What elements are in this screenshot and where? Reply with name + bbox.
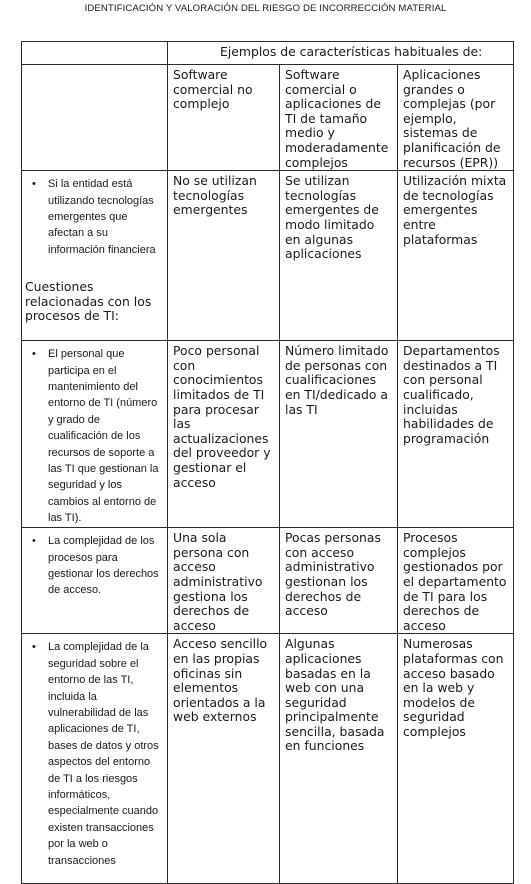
row-label-cell: [22, 341, 168, 528]
row-label-security-complexity: La complejidad de la seguridad sobre el entorno de las TI, incluida la vulnerabilidad de las aplicaciones de TI, bases de datos y otros aspectos del entorno de TI a los riesgos informáticos, especialmente cuando existen transacciones por la web o transacciones: [48, 641, 159, 867]
table-cell: [168, 341, 280, 528]
row-label-emerging-tech: Si la entidad está utilizando tecnologías emergentes que afectan a su información financiera: [48, 178, 156, 256]
row-label-access-rights: La complejidad de los procesos para gestionar los derechos de acceso.: [48, 535, 159, 597]
table-row: [22, 528, 514, 634]
section-label-it-processes: Cuestiones relacionadas con los procesos de TI:: [25, 279, 152, 324]
cell-text: Número limitado de personas con cualificaciones en TI/dedicado a las TI: [285, 343, 389, 417]
header-main-cell: [168, 42, 514, 65]
bullet-icon: •: [32, 178, 36, 191]
column-header-medium-software: Software comercial o aplicaciones de TI de tamaño medio y moderadamente complejos: [285, 67, 389, 170]
column-header-cell: [398, 65, 514, 171]
cell-text: Acceso sencillo en las propias oficinas sin elementos orientados a la web externos: [173, 636, 268, 725]
cell-text: Departamentos destinados a TI con personal cualificado, incluidas habilidades de programación: [403, 343, 500, 446]
page-title: IDENTIFICACIÓN Y VALORACIÓN DEL RIESGO DE INCORRECCIÓN MATERIAL: [84, 3, 447, 14]
table-cell: [280, 341, 398, 528]
cell-text: Numerosas plataformas con acceso basado en la web y modelos de seguridad complejos: [403, 636, 504, 739]
table-cell: [168, 171, 280, 341]
row-label-cell: [22, 171, 168, 341]
bullet-icon: •: [32, 348, 36, 361]
header-main-label: Ejemplos de características habituales de:: [220, 44, 483, 59]
bullet-icon: •: [32, 535, 36, 548]
cell-text: Algunas aplicaciones basadas en la web con una seguridad principalmente sencilla, basada en funciones: [285, 636, 385, 754]
table-row: [22, 341, 514, 528]
cell-text: Una sola persona con acceso administrativo gestiona los derechos de acceso: [173, 530, 263, 633]
row-label-cell: [22, 528, 168, 634]
table-cell: [168, 528, 280, 634]
column-header-complex-applications: Aplicaciones grandes o complejas (por ejemplo, sistemas de planificación de recursos (EPR)): [403, 67, 501, 170]
cell-text: Se utilizan tecnologías emergentes de modo limitado en algunas aplicaciones: [285, 173, 379, 262]
table-cell: [280, 171, 398, 341]
table-cell: [398, 634, 514, 884]
column-header-cell: [168, 65, 280, 171]
cell-text: Pocas personas con acceso administrativo gestionan los derechos de acceso: [285, 530, 381, 619]
table-cell: [398, 341, 514, 528]
row-label-it-personnel: El personal que participa en el mantenimiento del entorno de TI (número y grado de cualificación de los recursos de soporte a las TI que gestionan la seguridad y los cambios al entorno de las TI).: [48, 348, 159, 525]
table-cell: [168, 634, 280, 884]
table-cell: [280, 528, 398, 634]
cell-text: No se utilizan tecnologías emergentes: [173, 173, 257, 218]
header-empty-cell: [22, 42, 168, 65]
table-cell: [398, 528, 514, 634]
column-header-cell: [280, 65, 398, 171]
row-label-cell: [22, 634, 168, 884]
column-header-empty-cell: [22, 65, 168, 171]
risk-characteristics-table: [21, 41, 514, 884]
table-row: [22, 171, 514, 341]
cell-text: Procesos complejos gestionados por el departamento de TI para los derechos de acceso: [403, 530, 507, 633]
column-header-simple-software: Software comercial no complejo: [173, 67, 253, 112]
table-cell: [398, 171, 514, 341]
cell-text: Poco personal con conocimientos limitados de TI para procesar las actualizaciones del proveedor y gestionar el acceso: [173, 343, 271, 490]
cell-text: Utilización mixta de tecnologías emergentes entre plataformas: [403, 173, 507, 247]
table-column-headers-row: [22, 65, 514, 171]
table-row: [22, 634, 514, 884]
table-cell: [280, 634, 398, 884]
bullet-icon: •: [32, 641, 36, 654]
table-header-row: [22, 42, 514, 65]
